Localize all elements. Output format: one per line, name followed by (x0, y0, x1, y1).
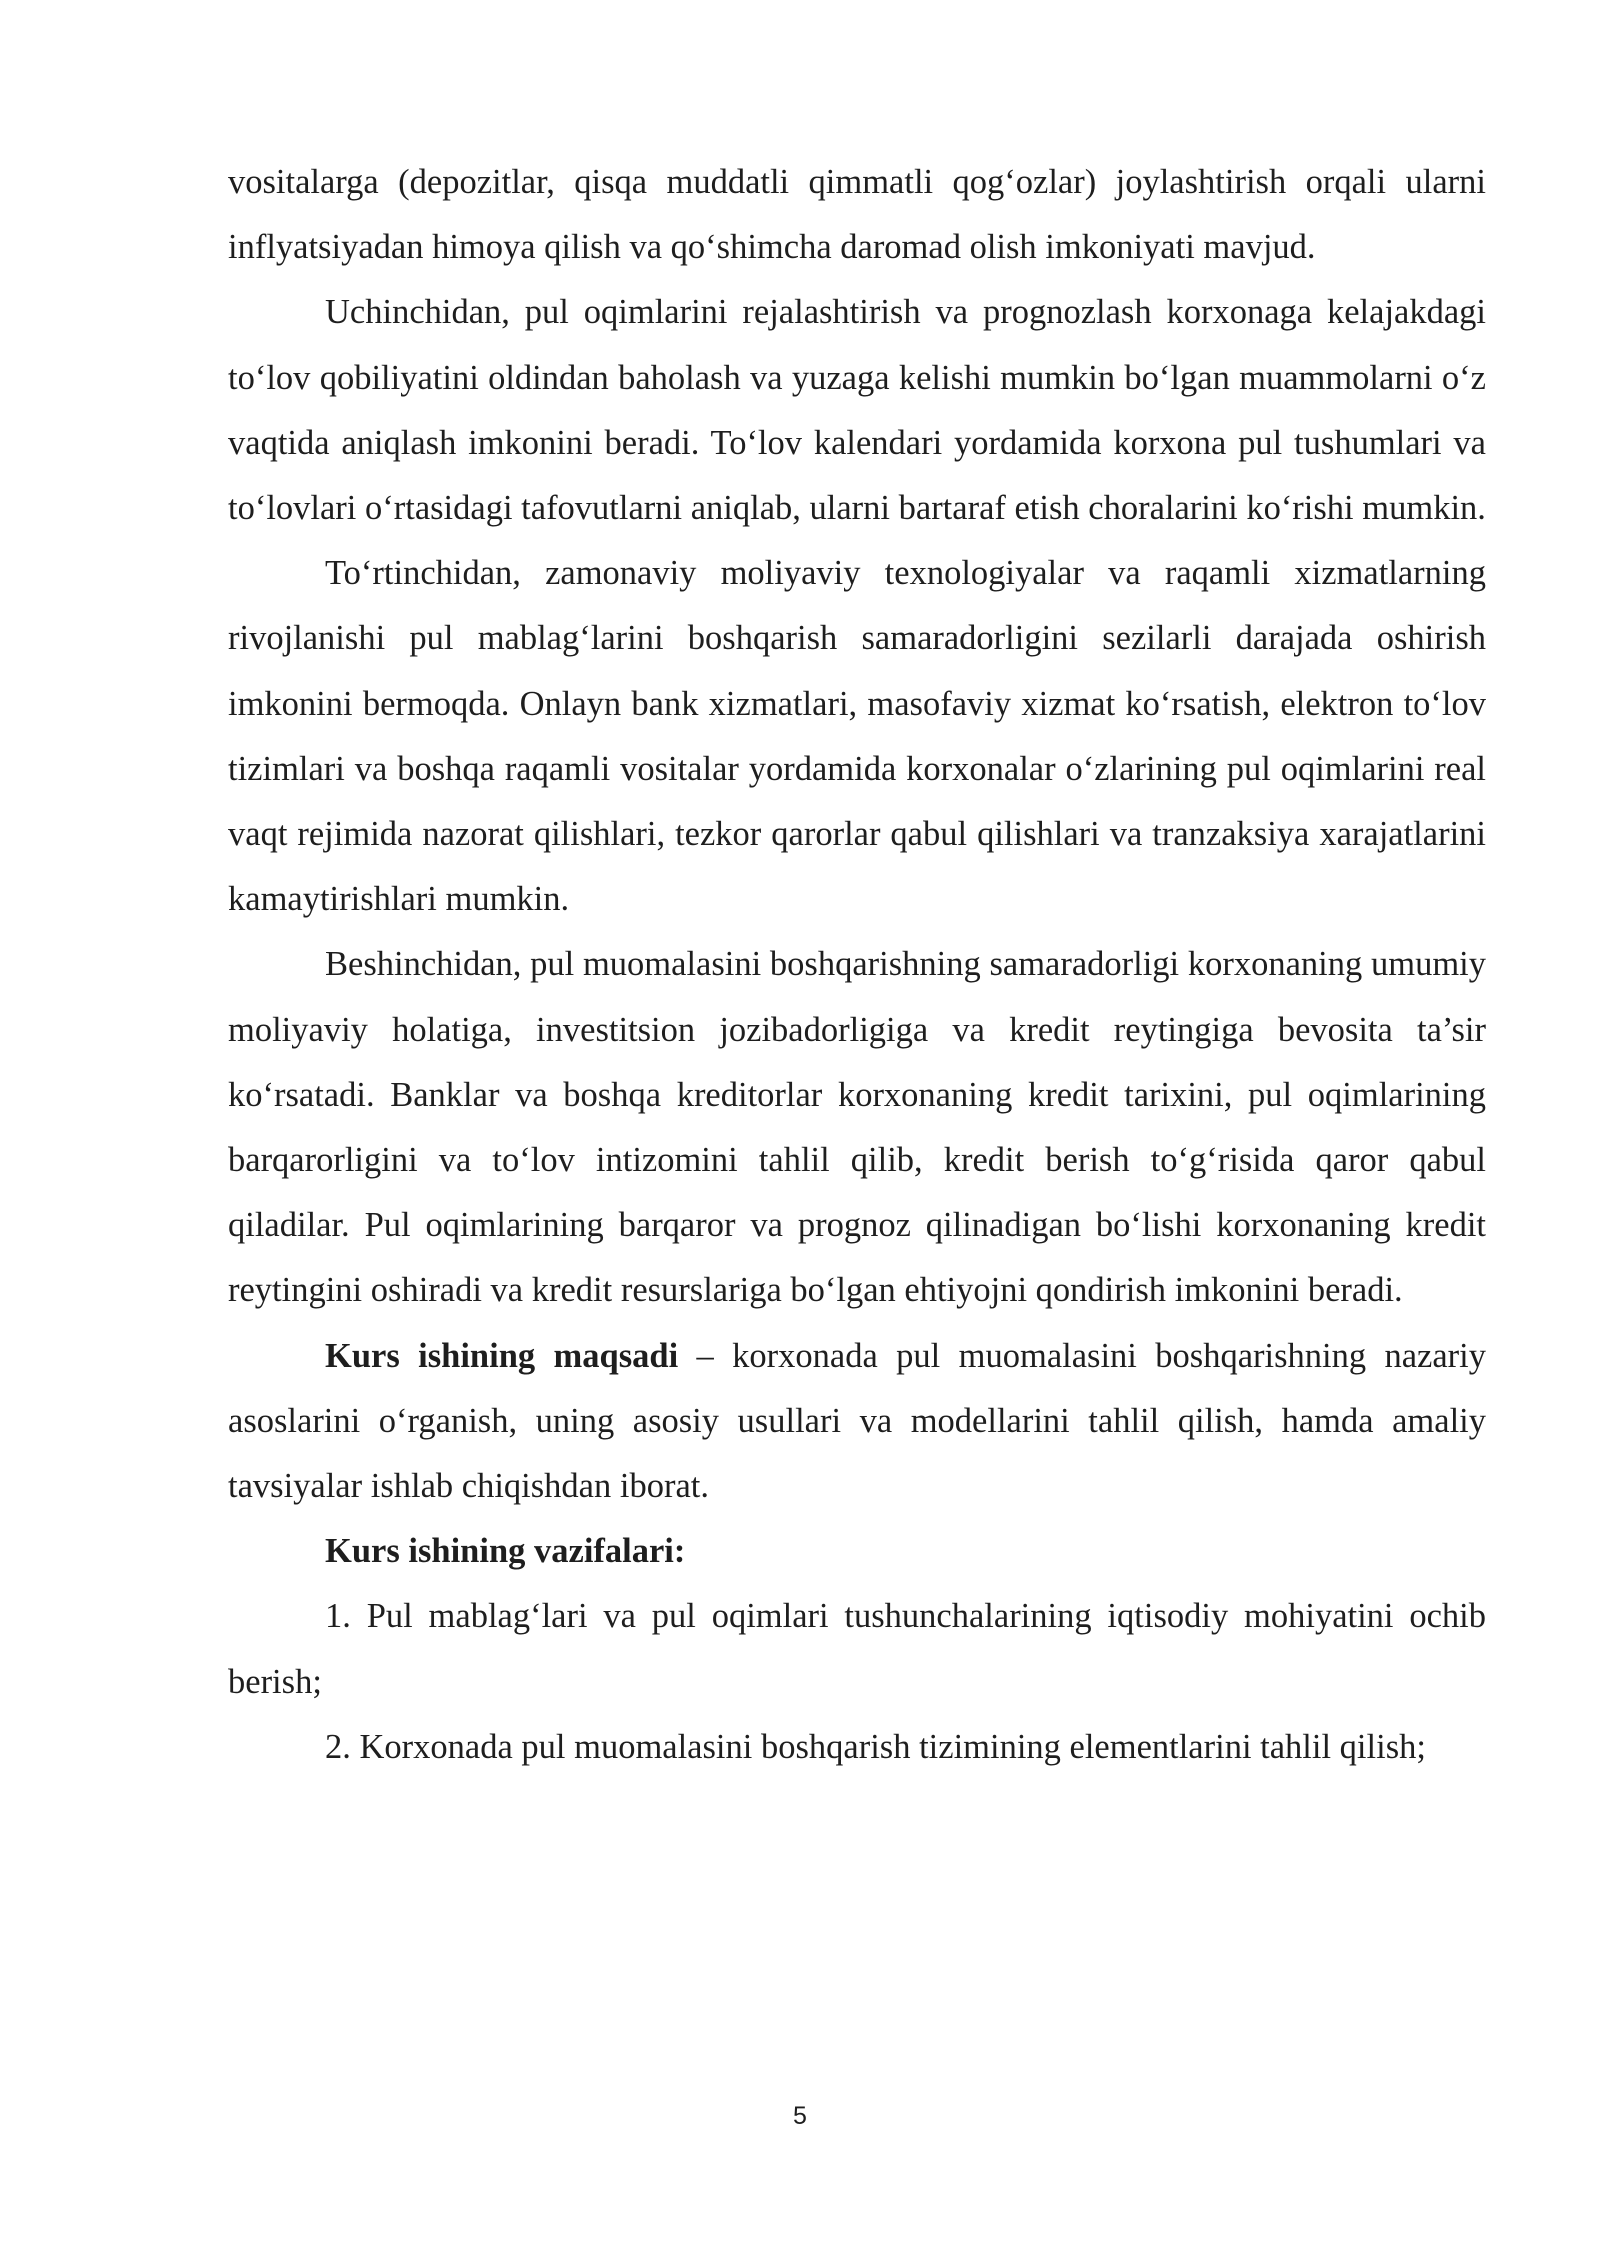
kurs-vazifalari-heading: Kurs ishining vazifalari: (325, 1532, 686, 1571)
kurs-maqsadi-heading: Kurs ishining maqsadi (325, 1336, 679, 1375)
paragraph-beshinchidan: Beshinchidan, pul muomalasini boshqarishning samaradorligi korxonaning umumiy moliyaviy holatiga, investitsion jozibadorligiga va kredit reytingiga bevosita ta’sir ko‘rsatadi. Banklar va boshqa kreditorlar korxonaning kredit tarixini, pul oqimlarining barqarorligini va to‘lov intizomini tahlil qilib, kredit berish to‘g‘risida qaror qabul qiladilar. Pul oqimlarining barqaror va prognoz qilinadigan bo‘lishi korxonaning kredit reytingini oshiradi va kredit resurslariga bo‘lgan ehtiyojni qondirish imkonini beradi. (228, 945, 1486, 1310)
body-text (228, 150, 1486, 1780)
paragraph-tortinchidan: To‘rtinchidan, zamonaviy moliyaviy texnologiyalar va raqamli xizmatlarning rivojlanishi pul mablag‘larini boshqarish samaradorligini sezilarli darajada oshirish imkonini bermoqda. Onlayn bank xizmatlari, masofaviy xizmat ko‘rsatish, elektron to‘lov tizimlari va boshqa raqamli vositalar yordamida korxonalar o‘zlarining pul oqimlarini real vaqt rejimida nazorat qilishlari, tezkor qarorlar qabul qilishlari va tranzaksiya xarajatlarini kamaytirishlari mumkin. (228, 554, 1486, 919)
paragraph-uchinchidan: Uchinchidan, pul oqimlarini rejalashtirish va prognozlash korxonaga kelajakdagi to‘lov qobiliyatini oldindan baholash va yuzaga kelishi mumkin bo‘lgan muammolarni o‘z vaqtida aniqlash imkonini beradi. To‘lov kalendari yordamida korxona pul tushumlari va to‘lovlari o‘rtasidagi tafovutlarni aniqlab, ularni bartaraf etish choralarini ko‘rishi mumkin. (228, 293, 1486, 528)
list-item-2: 2. Korxonada pul muomalasini boshqarish tizimining elementlarini tahlil qilish; (325, 1727, 1426, 1766)
paragraph-kurs-maqsadi (228, 1324, 1486, 1520)
paragraph-continuation: vositalarga (depozitlar, qisqa muddatli qimmatli qog‘ozlar) joylashtirish orqali ularni inflyatsiyadan himoya qilish va qo‘shimcha daromad olish imkoniyati mavjud. (228, 163, 1486, 267)
kurs-maqsadi-text: – korxonada pul muomalasini boshqarishning nazariy asoslarini o‘rganish, uning asosiy usullari va modellarini tahlil qilish, hamda amaliy tavsiyalar ishlab chiqishdan iborat. (228, 1336, 1486, 1506)
page-number: 5 (793, 2102, 807, 2130)
list-item-1: 1. Pul mablag‘lari va pul oqimlari tushunchalarining iqtisodiy mohiyatini ochib berish; (228, 1597, 1486, 1701)
